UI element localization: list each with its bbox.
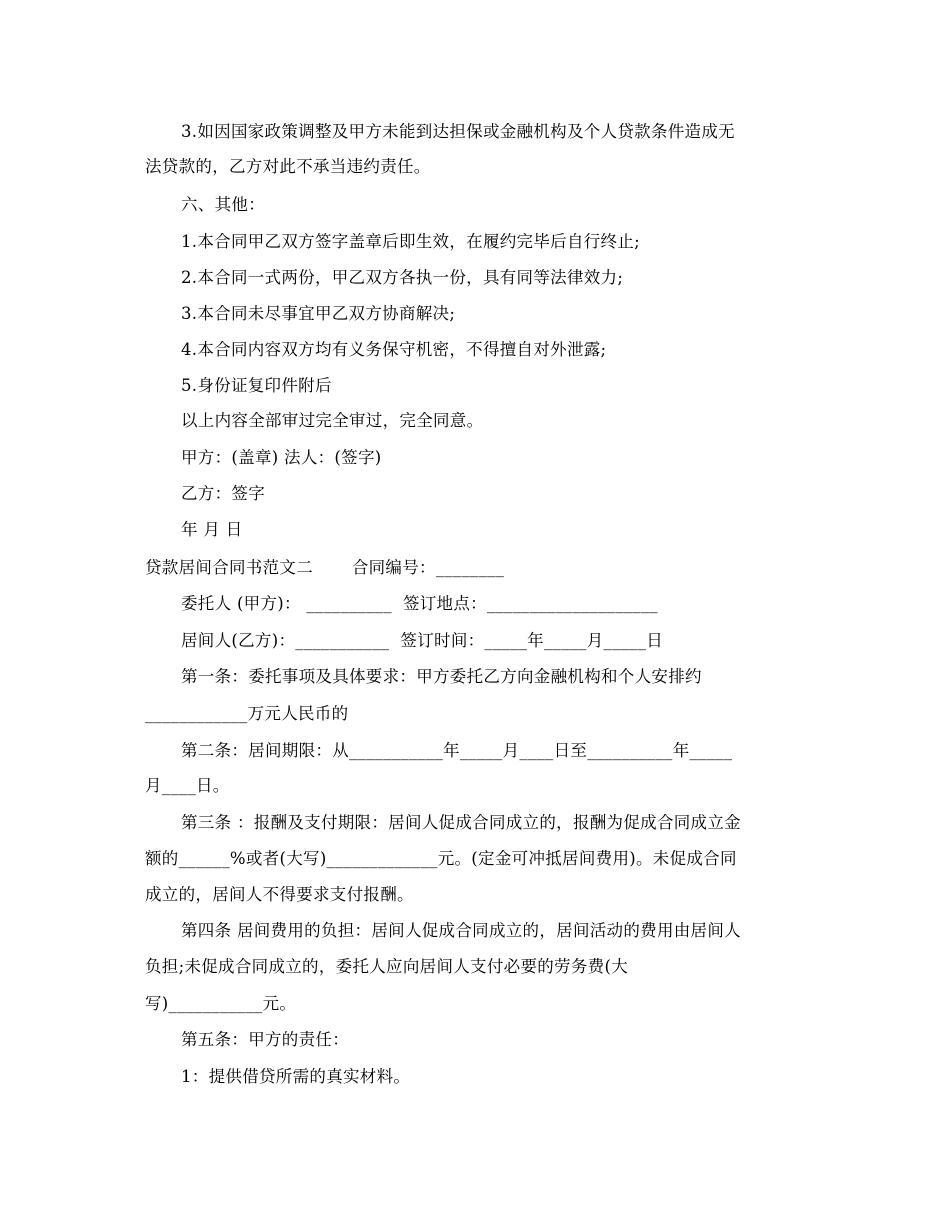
article-4-line-3: 写)___________元。 (145, 994, 297, 1013)
other-item-2: 2.本合同一式两份，甲乙双方各执一份，具有同等法律效力; (181, 268, 624, 287)
clause-3-line-1: 3.如因国家政策调整及甲方未能到达担保或金融机构及个人贷款条件造成无 (181, 122, 735, 141)
other-item-5: 5.身份证复印件附后 (181, 376, 332, 395)
article-4-line-1: 第四条 居间费用的负担：居间人促成合同成立的，居间活动的费用由居间人 (181, 921, 741, 940)
article-4-line-2: 负担;未促成合同成立的，委托人应向居间人支付必要的劳务费(大 (145, 957, 628, 976)
article-2-line-1: 第二条：居间期限：从___________年_____月____日至__________年_____ (181, 741, 733, 760)
date-line: 年 月 日 (181, 520, 243, 539)
article-5-item-1: 1：提供借贷所需的真实材料。 (181, 1067, 411, 1086)
party-a-signature-line: 甲方：(盖章) 法人：(签字) (181, 448, 382, 467)
other-item-3: 3.本合同未尽事宜甲乙双方协商解决; (181, 304, 456, 323)
broker-time-line: 居间人(乙方)：___________ 签订时间：_____年_____月_____日 (181, 631, 664, 650)
party-b-signature-line: 乙方：签字 (181, 484, 265, 503)
client-location-line: 委托人 (甲方)： __________ 签订地点：____________________ (181, 594, 658, 613)
article-3-line-3: 成立的，居间人不得要求支付报酬。 (145, 885, 414, 904)
section-six-heading: 六、其他： (181, 195, 265, 214)
other-item-4: 4.本合同内容双方均有义务保守机密，不得擅自对外泄露; (181, 340, 607, 359)
article-5-heading: 第五条：甲方的责任： (181, 1030, 349, 1049)
article-3-line-1: 第三条 ：报酬及支付期限：居间人促成合同成立的，报酬为促成合同成立金 (181, 813, 741, 832)
other-item-1: 1.本合同甲乙双方签字盖章后即生效，在履约完毕后自行终止; (181, 232, 641, 251)
contract-title-number: 贷款居间合同书范文二 合同编号：________ (145, 558, 505, 577)
article-1-line-2: ____________万元人民币的 (145, 704, 349, 723)
article-3-line-2: 额的______%或者(大写)_____________元。(定金可冲抵居间费用)。未促成合同 (145, 849, 737, 868)
article-1-line-1: 第一条：委托事项及具体要求：甲方委托乙方向金融机构和个人安排约 (181, 667, 702, 686)
clause-3-line-2: 法贷款的，乙方对此不承当违约责任。 (145, 157, 431, 176)
article-2-line-2: 月____日。 (145, 776, 230, 795)
approval-statement: 以上内容全部审过完全审过，完全同意。 (181, 411, 484, 430)
